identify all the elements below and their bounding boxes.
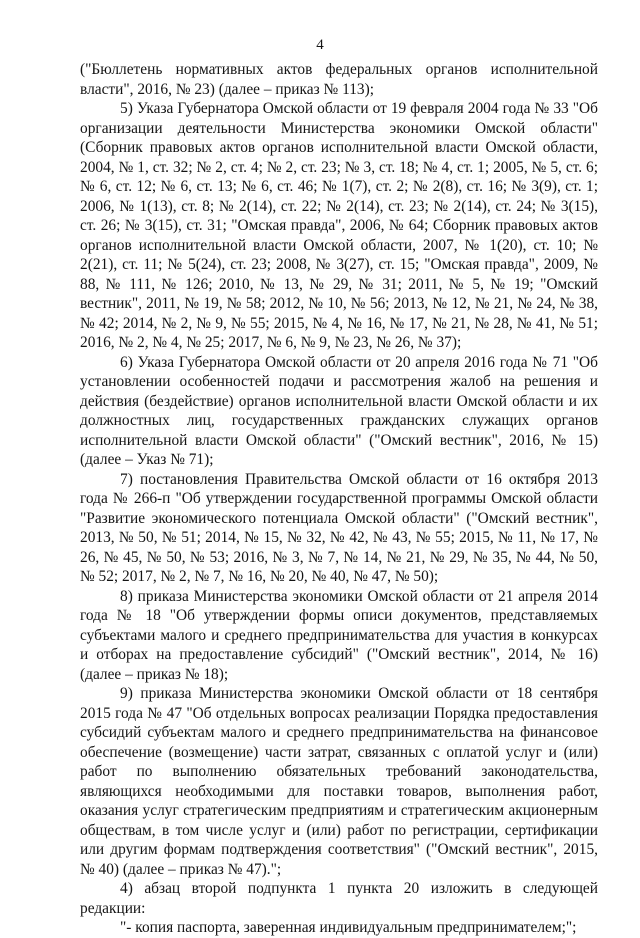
paragraph-item-5: 5) Указа Губернатора Омской области от 19 февраля 2004 года № 33 "Об организации деятельности Министерства экономики Омской области" (Сборник правовых актов органов исполнительной власти Омской области, 2004, № 1, ст. 32; № 2, ст. 4; № 2, ст. 23; № 3, ст. 18; № 4, ст. 1; 2005, № 5, ст. 6; № 6, ст. 12; № 6, ст. 13; № 6, ст. 46; № 1(7), ст. 2; № 2(8), ст. 16; № 3(9), ст. 1; 2006, № 1(13), ст. 8; № 2(14), ст. 22; № 2(14), ст. 23; № 2(14), ст. 24; № 3(15), ст. 26; № 3(15), ст. 31; "Омская правда", 2006, № 64; Сборник правовых актов органов исполнительной власти Омской области, 2007, № 1(20), ст. 10; № 2(21), ст. 11; № 5(24), ст. 23; 2008, № 3(27), ст. 15; "Омская правда", 2009, № 88, № 111, № 126; 2010, № 13, № 29, № 31; 2011, № 5, № 19; "Омский вестник", 2011, № 19, № 58; 2012, № 10, № 56; 2013, № 12, № 21, № 24, № 38, № 42; 2014, № 2, № 9, № 55; 2015, № 4, № 16, № 17, № 21, № 28, № 41, № 51; 2016, № 2, № 4, № 25; 2017, № 6, № 9, № 23, № 26, № 37); (80, 100, 598, 351)
paragraph-amendment-4: 4) абзац второй подпункта 1 пункта 20 изложить в следующей редакции: (80, 880, 598, 917)
document-body (80, 60, 598, 938)
paragraph-item-9: 9) приказа Министерства экономики Омской области от 18 сентября 2015 года № 47 "Об отдельных вопросах реализации Порядка предоставления субсидий субъектам малого и среднего предпринимательства на финансовое обеспечение (возмещение) части затрат, связанных с оплатой услуг и (или) работ по выполнению обязательных требований законодательства, являющихся необходимыми для поставки товаров, выполнения работ, оказания услуг стратегическим предприятиям и стратегическим акционерным обществам, в том числе услуг и (или) работ по регистрации, сертификации или другим формам подтверждения соответствия" ("Омский вестник", 2015, № 40) (далее – приказ № 47)."; (80, 685, 598, 878)
paragraph-item-7: 7) постановления Правительства Омской области от 16 октября 2013 года № 266-п "Об утверждении государственной программы Омской области "Развитие экономического потенциала Омской области" ("Омский вестник", 2013, № 50, № 51; 2014, № 15, № 32, № 42, № 43, № 55; 2015, № 11, № 17, № 26, № 45, № 50, № 53; 2016, № 3, № 7, № 14, № 21, № 29, № 35, № 44, № 50, № 52; 2017, № 2, № 7, № 16, № 20, № 40, № 47, № 50); (80, 470, 598, 585)
paragraph-item-6: 6) Указа Губернатора Омской области от 20 апреля 2016 года № 71 "Об установлении особенностей подачи и рассмотрения жалоб на решения и действия (бездействие) органов исполнительной власти Омской области и их должностных лиц, государственных гражданских служащих органов исполнительной власти Омской области" ("Омский вестник", 2016, № 15) (далее – Указ № 71); (80, 353, 598, 468)
paragraph-item-8: 8) приказа Министерства экономики Омской области от 21 апреля 2014 года № 18 "Об утверждении формы описи документов, представляемых субъектами малого и среднего предпринимательства для участия в конкурсах и отборах на предоставление субсидий" ("Омский вестник", 2014, № 16) (далее – приказ № 18); (80, 587, 598, 683)
paragraph-passport-copy: "- копия паспорта, заверенная индивидуальным предпринимателем;"; (120, 919, 577, 936)
paragraph-source-continuation: ("Бюллетень нормативных актов федеральных органов исполнительной власти", 2016, № 23) (далее – приказ № 113); (80, 61, 598, 98)
page-number: 4 (316, 37, 324, 53)
